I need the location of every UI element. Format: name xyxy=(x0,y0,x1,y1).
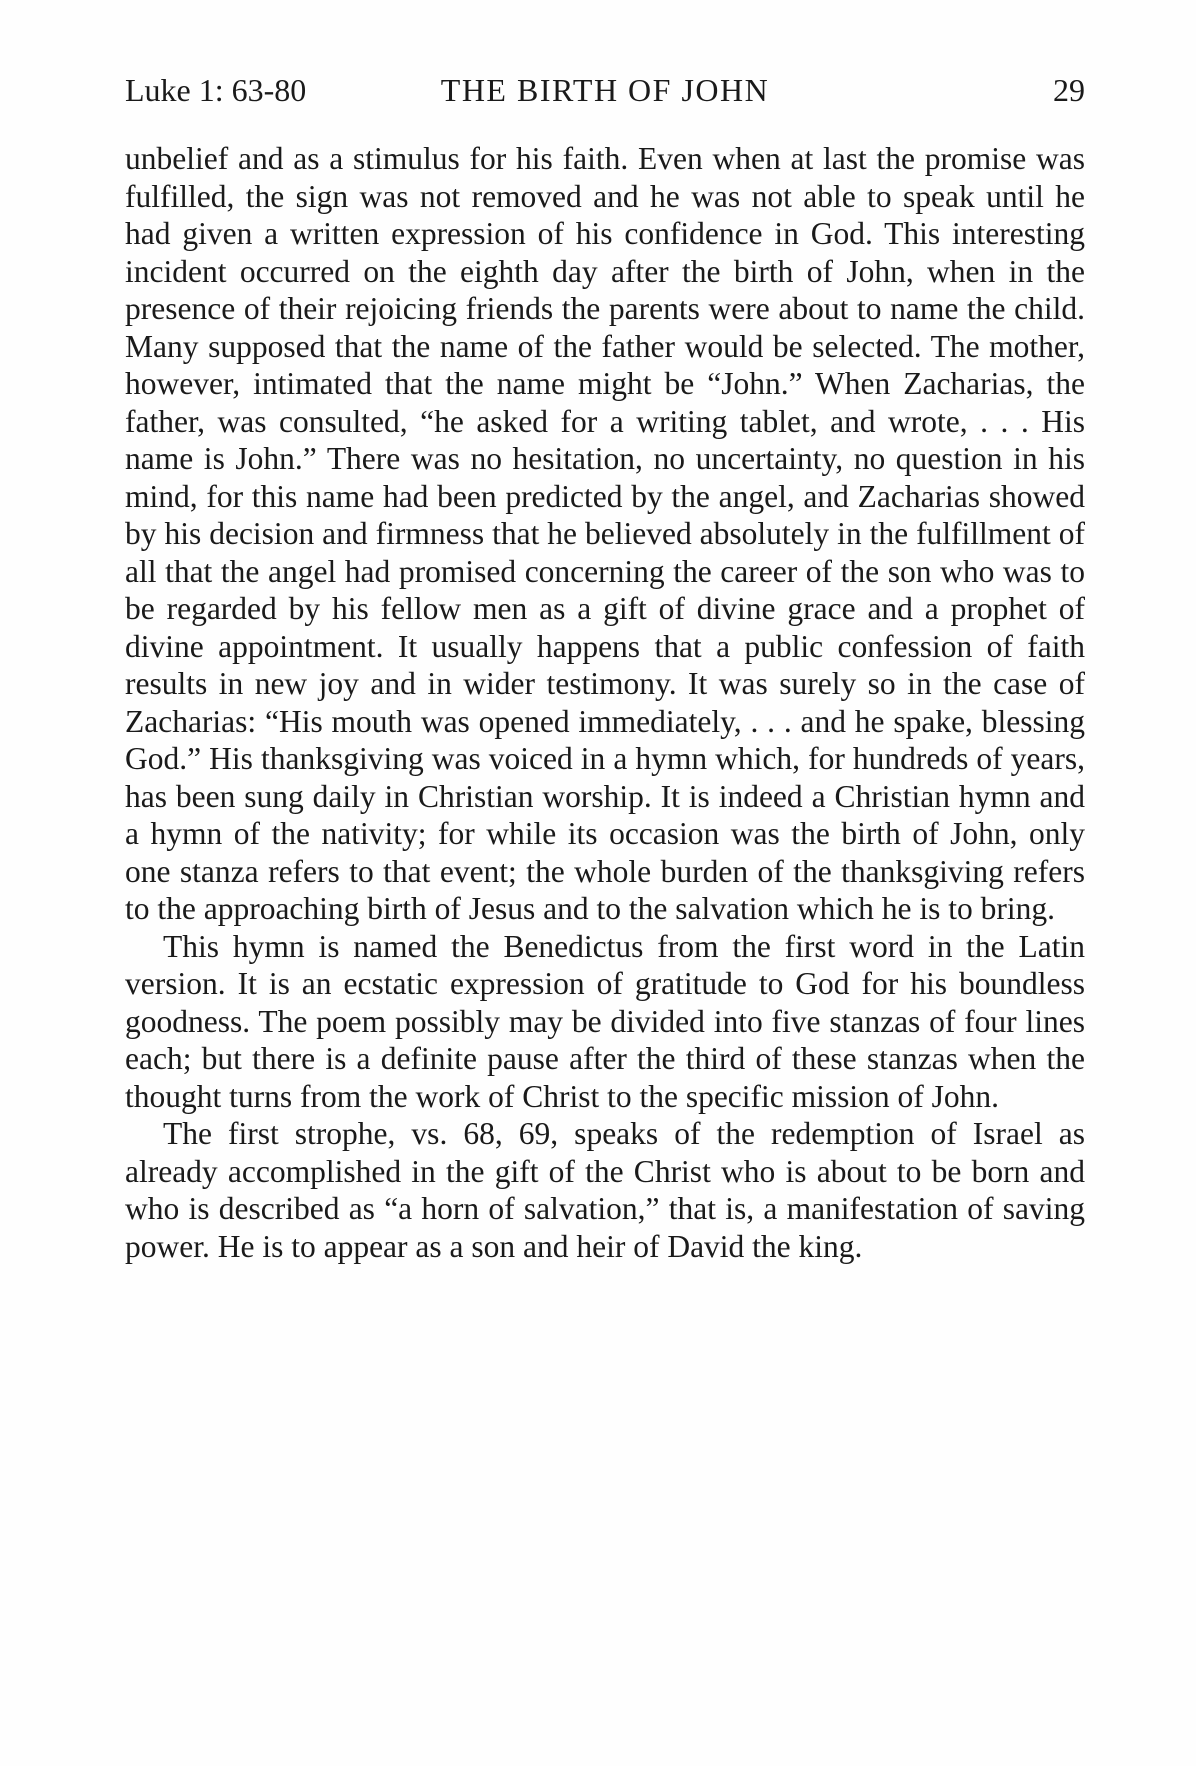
chapter-title: THE BIRTH OF JOHN xyxy=(440,72,770,108)
paragraph-1: unbelief and as a stimulus for his faith. Even when at last the promise was fulfilled, the sign was not removed and he was not able to speak until he had given a written expression of his confidence in God. This interesting incident occurred on the eighth day after the birth of John, when in the presence of their rejoicing friends the parents were about to name the child. Many supposed that the name of the father would be selected. The mother, however, intimated that the name might be “John.” When Zacharias, the father, was consulted, “he asked for a writing tablet, and wrote, . . . His name is John.” There was no hesitation, no uncertainty, no question in his mind, for this name had been predicted by the angel, and Zacharias showed by his decision and firmness that he believed absolutely in the fulfillment of all that the angel had promised concerning the career of the son who was to be regarded by his fellow men as a gift of divine grace and a prophet of divine appointment. It usually happens that a public confession of faith results in new joy and in wider testimony. It was surely so in the case of Zacharias: “His mouth was opened immediately, . . . and he spake, blessing God.” His thanksgiving was voiced in a hymn which, for hundreds of years, has been sung daily in Christian worship. It is indeed a Christian hymn and a hymn of the nativity; for while its occasion was the birth of John, only one stanza refers to that event; the whole burden of the thanksgiving refers to the approaching birth of Jesus and to the salvation which he is to bring. xyxy=(125,141,1085,926)
chapter-reference: Luke 1: 63-80 xyxy=(125,72,307,108)
page-number: 29 xyxy=(1053,72,1085,108)
body-text xyxy=(125,140,1085,1265)
running-head xyxy=(125,70,1085,110)
paragraph-2: This hymn is named the Benedictus from the first word in the Latin version. It is an ecstatic expression of gratitude to God for his boundless goodness. The poem possibly may be divided into five stanzas of four lines each; but there is a definite pause after the third of these stanzas when the thought turns from the work of Christ to the specific mission of John. xyxy=(125,928,1085,1114)
paragraph-3: The first strophe, vs. 68, 69, speaks of the redemption of Israel as already accomplished in the gift of the Christ who is about to be born and who is described as “a horn of salvation,” that is, a manifestation of saving power. He is to appear as a son and heir of David the king. xyxy=(125,1116,1085,1264)
